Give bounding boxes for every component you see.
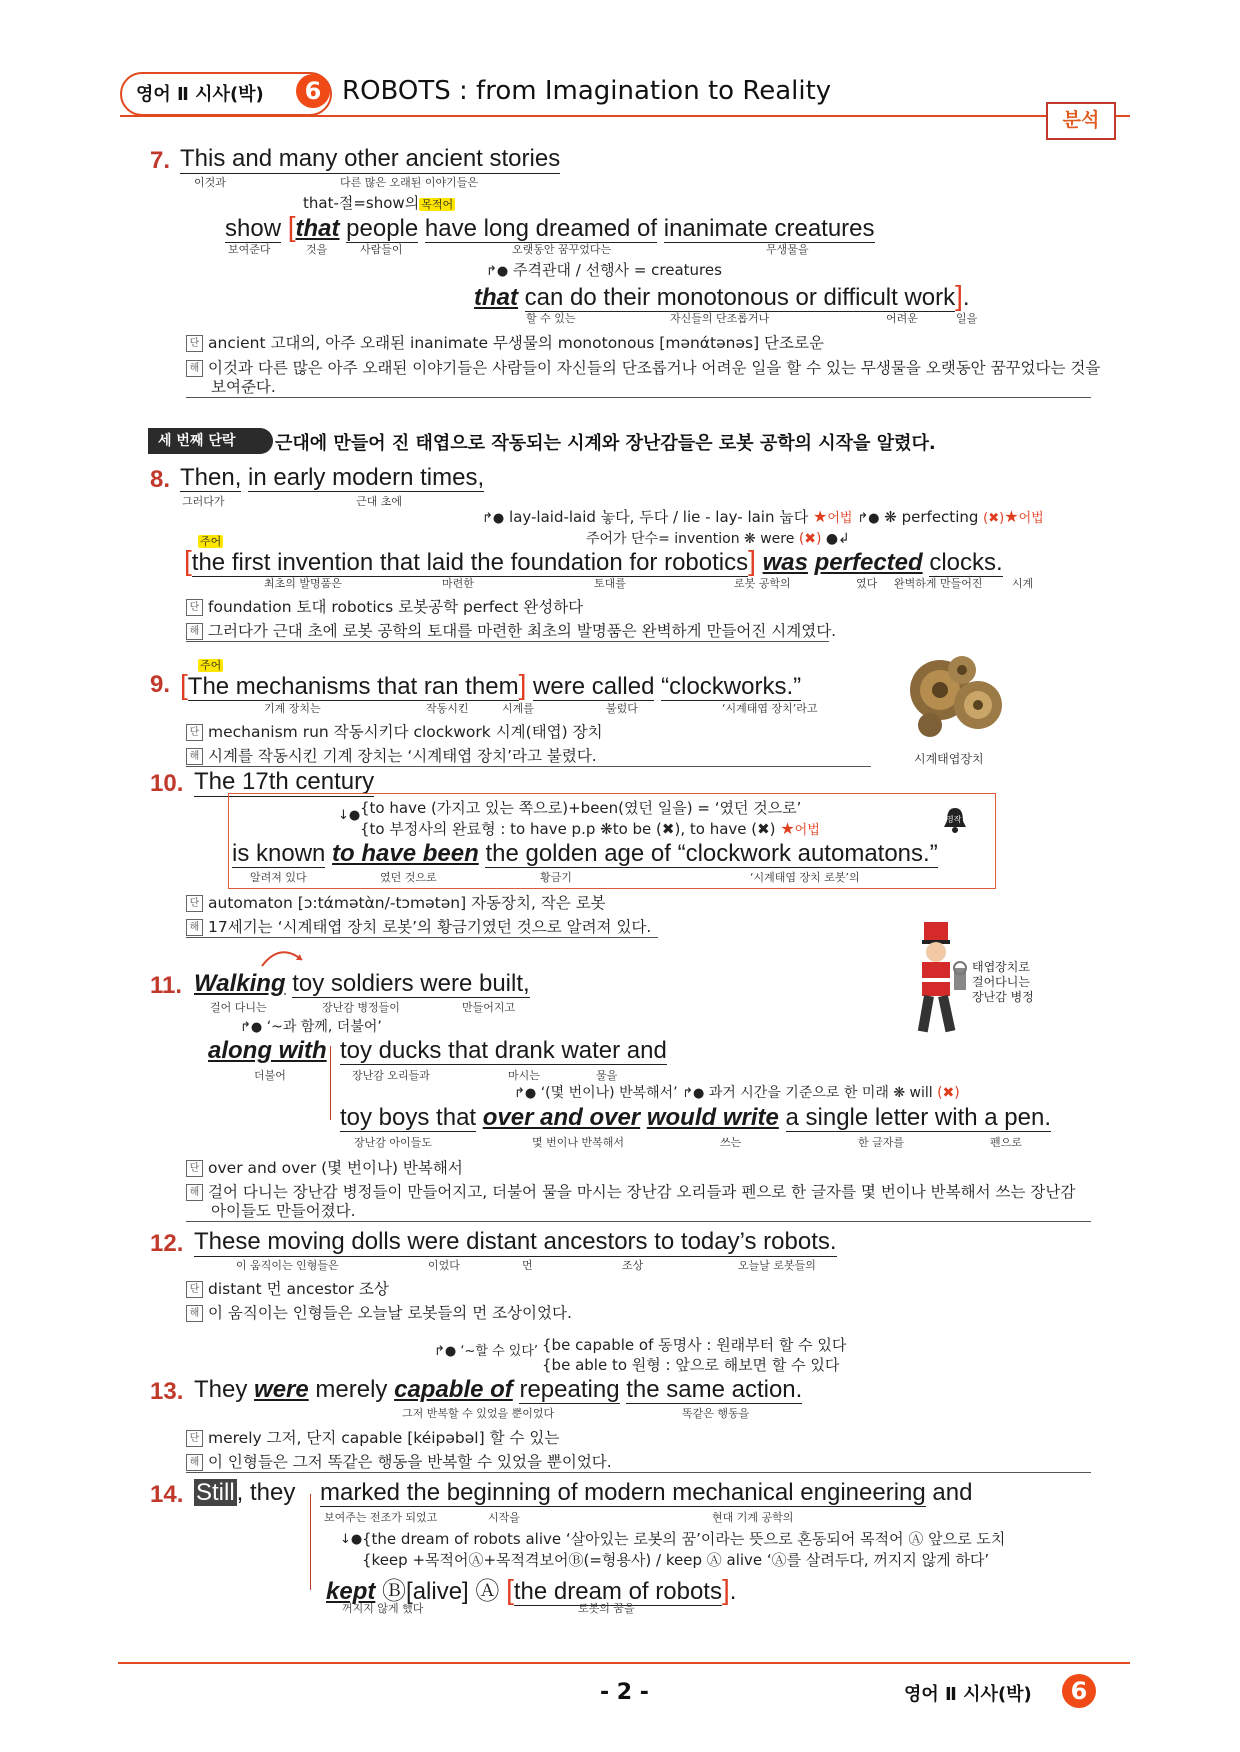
word: over and over bbox=[482, 1104, 641, 1131]
header-rule bbox=[120, 115, 1130, 117]
arrow-icon: ↓● bbox=[340, 1532, 363, 1547]
image-caption-line: 걸어다니는 bbox=[972, 975, 1030, 989]
gloss: 펜으로 bbox=[990, 1136, 1022, 1149]
translation-line bbox=[186, 744, 597, 766]
gloss: 이것과 bbox=[194, 176, 226, 189]
word: show bbox=[225, 215, 282, 242]
image-caption: 시계태엽장치 bbox=[914, 752, 984, 766]
gloss: 다른 많은 오래된 이야기들은 bbox=[340, 176, 479, 189]
arrow-icon: ↱● bbox=[240, 1020, 263, 1035]
gloss: 더불어 bbox=[254, 1069, 286, 1082]
bracket-close: ] bbox=[518, 669, 527, 700]
grammar-note bbox=[486, 259, 722, 280]
gloss: 불렀다 bbox=[606, 702, 638, 715]
word: along with bbox=[208, 1037, 327, 1064]
translation-text: 시계를 작동시킨 기계 장치는 ‘시계태엽 장치’라고 불렸다. bbox=[208, 747, 597, 765]
sentence-number: 11. bbox=[150, 972, 183, 999]
paragraph-summary: 근대에 만들어 진 태엽으로 작동되는 시계와 장난감들은 로봇 공학의 시작을 알렸다. bbox=[275, 433, 936, 454]
translation-line bbox=[186, 915, 651, 937]
sentence-number: 13. bbox=[150, 1378, 184, 1405]
translation-line bbox=[186, 356, 1100, 378]
word: and bbox=[932, 1479, 973, 1506]
vocab-text: distant 먼 ancestor 조상 bbox=[208, 1280, 389, 1298]
divider bbox=[186, 766, 871, 767]
vocab-mark: 단 bbox=[186, 895, 203, 912]
word: were bbox=[254, 1376, 309, 1403]
translation-text: 이 움직이는 인형들은 오늘날 로봇들의 먼 조상이었다. bbox=[208, 1304, 572, 1322]
word: Walking bbox=[194, 970, 286, 997]
arrow-icon: ↓● bbox=[338, 808, 361, 823]
gloss: 먼 bbox=[522, 1259, 533, 1272]
paragraph-label bbox=[148, 428, 273, 454]
vocab-mark: 단 bbox=[186, 724, 203, 741]
grammar-note bbox=[303, 192, 455, 213]
word: perfected bbox=[814, 549, 923, 576]
translation-mark: 해 bbox=[186, 623, 203, 640]
grammar-note-text: keep +목적어Ⓐ+목적격보어Ⓑ(=형용사) / keep Ⓐ alive ‘Ⓐ를 살려두다, 꺼지지 않게 하다’ bbox=[371, 1551, 990, 1569]
sentence-11-line2 bbox=[208, 1037, 327, 1065]
curved-arrow-icon bbox=[258, 946, 308, 972]
clockwork-gears-image bbox=[900, 650, 1010, 745]
translation-mark: 해 bbox=[186, 1454, 203, 1471]
vocab-line bbox=[186, 595, 583, 617]
header-badge-text: 영어 Ⅱ 시사(박) bbox=[136, 84, 264, 105]
bracket-close: ] bbox=[721, 1574, 730, 1605]
sentence-14-line2: kept Ⓑ[alive] Ⓐ [the dream of robots]. bbox=[326, 1574, 737, 1605]
divider bbox=[186, 937, 658, 938]
grammar-note: {be able to 원형 : 앞으로 해보면 할 수 있다 bbox=[542, 1356, 840, 1374]
word: the golden age of “clockwork automatons.” bbox=[485, 840, 938, 867]
divider bbox=[186, 641, 829, 642]
footer-number-circle bbox=[1062, 1674, 1096, 1708]
bell-label: 영작 bbox=[946, 815, 962, 824]
bracket-open: [ bbox=[287, 211, 296, 242]
gloss: 토대를 bbox=[594, 577, 626, 590]
translation-text: 아이들도 만들어졌다. bbox=[211, 1202, 356, 1220]
gloss: 어려운 bbox=[886, 312, 918, 325]
word: merely bbox=[315, 1376, 388, 1403]
wrong-mark: (✖) bbox=[798, 531, 822, 547]
gloss: 로봇의 꿈을 bbox=[578, 1602, 635, 1615]
sentence-number: 10. bbox=[150, 770, 184, 797]
grammar-note-text: ‘(몇 번이나) 반복해서’ bbox=[540, 1085, 678, 1101]
translation-text: 이 인형들은 그저 똑같은 행동을 반복할 수 있었을 뿐이었다. bbox=[208, 1453, 612, 1471]
grammar-note-text: lay-laid-laid 놓다, 두다 / lie - lay- lain 눕다 bbox=[509, 508, 809, 526]
word: the same action. bbox=[626, 1376, 803, 1403]
gloss: 보여준다 bbox=[228, 243, 271, 256]
grammar-note-text: 주어가 단수= invention ❋ were bbox=[586, 531, 795, 547]
word: the first invention that laid the foundation for robotics bbox=[191, 549, 749, 576]
divider bbox=[186, 1221, 1091, 1222]
word: Then, bbox=[180, 464, 242, 491]
gloss: 최초의 발명품은 bbox=[264, 577, 342, 590]
word: toy ducks that drank water and bbox=[340, 1037, 667, 1064]
grammar-note: {the dream of robots alive ‘살아있는 로봇의 꿈’이라는 뜻으로 혼동되어 목적어 Ⓐ 앞으로 도치 bbox=[362, 1530, 1006, 1548]
word: The mechanisms that ran them bbox=[187, 673, 519, 700]
sentence-number: 8. bbox=[150, 466, 171, 493]
sentence-8-line1 bbox=[180, 464, 484, 492]
gloss: 근대 초에 bbox=[356, 495, 403, 508]
arrow-icon: ↱● bbox=[514, 1086, 537, 1101]
word: clocks. bbox=[929, 549, 1003, 576]
translation-text: 보여준다. bbox=[211, 378, 276, 396]
wrong-mark: (✖) bbox=[983, 511, 1005, 526]
word: is known bbox=[232, 840, 326, 867]
grammar-note: {to have (가지고 있는 쪽으로)+been(였던 일을) = ‘였던 것으로’ bbox=[360, 799, 802, 817]
bracket-open: [ bbox=[506, 1574, 514, 1605]
star-icon: ★ bbox=[813, 507, 828, 526]
word: the dream of robots bbox=[513, 1578, 722, 1605]
toy-soldier-image bbox=[904, 920, 974, 1045]
word: in early modern times, bbox=[248, 464, 485, 491]
grammar-note-text: ❋ perfecting bbox=[884, 508, 979, 526]
page-title: ROBOTS : from Imagination to Reality bbox=[342, 76, 832, 106]
vocab-line bbox=[186, 331, 824, 353]
word: to have been bbox=[332, 840, 479, 867]
page-number: - 2 - bbox=[600, 1680, 649, 1705]
word: Ⓑ[alive] bbox=[382, 1578, 469, 1605]
gloss: 황금기 bbox=[540, 871, 572, 884]
sentence-8-line2 bbox=[184, 545, 1003, 577]
gloss: 일을 bbox=[956, 312, 978, 325]
bracket-line bbox=[330, 1046, 337, 1120]
word: Ⓐ bbox=[475, 1578, 500, 1605]
grammar-note: {to 부정사의 완료형 : to have p.p ❋to be (✖), to have (✖) ★어법 bbox=[360, 819, 820, 838]
gloss: 오랫동안 꿈꾸었다는 bbox=[512, 243, 612, 256]
grammar-note-text: ‘~과 함께, 더불어’ bbox=[266, 1019, 382, 1035]
word: repeating bbox=[519, 1376, 620, 1403]
translation-line bbox=[186, 1450, 612, 1472]
vocab-line bbox=[186, 891, 606, 913]
translation-mark: 해 bbox=[186, 748, 203, 765]
footer-rule bbox=[118, 1662, 1130, 1664]
translation-text: 17세기는 ‘시계태엽 장치 로봇’의 황금기였던 것으로 알려져 있다. bbox=[208, 918, 652, 936]
translation-line bbox=[186, 1301, 572, 1323]
vocab-mark: 단 bbox=[186, 335, 203, 352]
gloss: 오늘날 로봇들의 bbox=[738, 1259, 816, 1272]
emphasis-label: 어법 bbox=[794, 823, 820, 838]
divider bbox=[186, 1472, 1091, 1473]
arrow-icon: ↱● bbox=[857, 511, 880, 526]
grammar-note-text: that-절=show의 bbox=[303, 194, 420, 212]
gloss: 마시는 bbox=[508, 1069, 540, 1082]
highlight-label: 목적어 bbox=[421, 198, 454, 211]
grammar-note-text: to 부정사의 완료형 : to have p.p ❋to be (✖), to have (✖) bbox=[369, 820, 776, 838]
footer-number: 6 bbox=[1070, 1677, 1088, 1705]
gloss: 장난감 아이들도 bbox=[354, 1136, 432, 1149]
sentence-7-line1: This and many other ancient stories bbox=[180, 145, 561, 172]
sentence-7-line3: that can do their monotonous or difficult work]. bbox=[474, 280, 970, 311]
gloss: 시계를 bbox=[502, 702, 534, 715]
word: were called bbox=[533, 673, 655, 700]
sentence-10-line1: The 17th century bbox=[194, 768, 375, 795]
sentence-number: 14. bbox=[150, 1481, 184, 1508]
gloss: 꺼지지 않게 했다 bbox=[342, 1602, 424, 1615]
wrong-mark: (✖) bbox=[937, 1085, 960, 1101]
gloss: ‘시계태엽 장치’라고 bbox=[722, 702, 818, 715]
gloss: 작동시킨 bbox=[426, 702, 469, 715]
grammar-note-text: ‘~할 수 있다’ bbox=[460, 1344, 539, 1359]
word: Still bbox=[196, 1479, 235, 1506]
grammar-note-text: to have (가지고 있는 쪽으로)+been(였던 일을) = ‘였던 것으로’ bbox=[369, 799, 802, 817]
gloss: 완벽하게 만들어진 bbox=[894, 577, 983, 590]
image-caption-line: 장난감 병정 bbox=[972, 990, 1034, 1004]
vocab-text: mechanism run 작동시키다 clockwork 시계(태엽) 장치 bbox=[208, 723, 603, 741]
emphasis-label: 어법 bbox=[827, 511, 853, 526]
gloss: ‘시계태엽 장치 로봇’의 bbox=[750, 871, 860, 884]
vocab-text: over and over (몇 번이나) 반복해서 bbox=[208, 1159, 463, 1177]
gloss: 로봇 공학의 bbox=[734, 577, 791, 590]
translation-mark: 해 bbox=[186, 1184, 203, 1201]
grammar-note bbox=[482, 506, 1044, 527]
arrow-icon: ↱● bbox=[482, 511, 505, 526]
word: can do their monotonous or difficult work bbox=[524, 284, 956, 311]
sentence-7-line2 bbox=[225, 211, 875, 243]
word: capable of bbox=[394, 1376, 513, 1403]
word: would write bbox=[646, 1104, 779, 1131]
word: , they bbox=[236, 1479, 296, 1506]
word: kept bbox=[326, 1578, 376, 1605]
gloss: 쓰는 bbox=[720, 1136, 742, 1149]
gloss: 장난감 오리들과 bbox=[352, 1069, 430, 1082]
grammar-note: {keep +목적어Ⓐ+목적격보어Ⓑ(=형용사) / keep Ⓐ alive ‘Ⓐ를 살려두다, 꺼지지 않게 하다’ bbox=[362, 1551, 990, 1569]
gloss: 였다 bbox=[856, 577, 878, 590]
sentence-11-line2b bbox=[340, 1037, 667, 1065]
sentence-11-line1 bbox=[194, 970, 530, 998]
lesson-number-circle bbox=[296, 74, 330, 108]
grammar-note: 주어가 단수= invention ❋ were (✖) ●↲ bbox=[586, 531, 850, 547]
translation-text: 걸어 다니는 장난감 병정들이 만들어지고, 더불어 물을 마시는 장난감 오리들과 펜으로 한 글자를 몇 번이나 반복해서 쓰는 장난감 bbox=[208, 1183, 1076, 1201]
emphasis-label: 어법 bbox=[1018, 511, 1044, 526]
translation-text: 이것과 다른 많은 아주 오래된 이야기들은 사람들이 자신들의 단조롭거나 어려운 일을 할 수 있는 무생물을 오랫동안 꿈꾸었다는 것을 bbox=[208, 359, 1101, 377]
bracket-open: [ bbox=[184, 545, 192, 576]
highlight-text: 주어 bbox=[200, 535, 222, 548]
gloss: 마련한 bbox=[442, 577, 474, 590]
bracket-line bbox=[310, 1494, 317, 1590]
gloss: 그러다가 bbox=[182, 495, 225, 508]
arrow-icon: ↱● bbox=[486, 264, 509, 279]
sentence-9-line bbox=[180, 669, 801, 701]
lesson-number: 6 bbox=[304, 77, 322, 105]
highlight-text: 주어 bbox=[200, 659, 222, 672]
sentence-14-line1 bbox=[194, 1479, 295, 1507]
word: marked the beginning of modern mechanical engineering bbox=[320, 1479, 926, 1506]
word: toy boys that bbox=[340, 1104, 477, 1131]
vocab-line bbox=[186, 720, 603, 742]
image-caption-line: 태엽장치로 bbox=[972, 960, 1030, 974]
gloss: 장난감 병정들이 bbox=[322, 1001, 400, 1014]
sentence-12-line: These moving dolls were distant ancestors to today’s robots. bbox=[194, 1228, 837, 1255]
gloss: 조상 bbox=[622, 1259, 644, 1272]
sentence-11-line3 bbox=[340, 1104, 1051, 1132]
arrow-icon: ↱● bbox=[682, 1086, 705, 1101]
vocab-text: ancient 고대의, 아주 오래된 inanimate 무생물의 monotonous [mənάtənəs] 단조로운 bbox=[208, 334, 824, 352]
word: have long dreamed of bbox=[424, 215, 658, 242]
gloss: 시계 bbox=[1012, 577, 1034, 590]
gloss: 기계 장치는 bbox=[264, 702, 321, 715]
sentence-13-line bbox=[194, 1376, 802, 1404]
gloss: 그저 반복할 수 있었을 뿐이었다 bbox=[402, 1407, 555, 1420]
gloss: 할 수 있는 bbox=[526, 312, 576, 325]
vocab-mark: 단 bbox=[186, 1430, 203, 1447]
grammar-note-text: be able to 원형 : 앞으로 해보면 할 수 있다 bbox=[551, 1356, 840, 1374]
gloss: 물을 bbox=[596, 1069, 618, 1082]
sentence-number: 9. bbox=[150, 671, 171, 698]
vocab-text: automaton [ɔ:tάmətὰn/-tɔmətən] 자동장치, 작은 로봇 bbox=[208, 894, 606, 912]
analysis-tag bbox=[1046, 102, 1116, 140]
gloss: 이 움직이는 인형들은 bbox=[236, 1259, 339, 1272]
gloss: 알려져 있다 bbox=[250, 871, 307, 884]
gloss: 자신들의 단조롭거나 bbox=[670, 312, 770, 325]
gloss: 몇 번이나 반복해서 bbox=[532, 1136, 625, 1149]
sentence-number: 12. bbox=[150, 1230, 184, 1257]
vocab-mark: 단 bbox=[186, 599, 203, 616]
analysis-tag-label: 분석 bbox=[1062, 109, 1100, 131]
paragraph-label-text: 세 번째 단락 bbox=[158, 433, 236, 449]
word: a single letter with a pen. bbox=[785, 1104, 1051, 1131]
vocab-mark: 단 bbox=[186, 1160, 203, 1177]
sentence-14-line1b bbox=[320, 1479, 972, 1507]
vocab-line bbox=[186, 1426, 559, 1448]
gloss: 사람들이 bbox=[360, 243, 403, 256]
grammar-note bbox=[514, 1082, 960, 1102]
bracket-close: ] bbox=[748, 545, 756, 576]
grammar-note-text: 과거 시간을 기준으로 한 미래 ❋ will bbox=[708, 1085, 933, 1101]
translation-mark: 해 bbox=[186, 360, 203, 377]
grammar-note-text: be capable of 동명사 : 원래부터 할 수 있다 bbox=[551, 1336, 847, 1354]
grammar-note: {be capable of 동명사 : 원래부터 할 수 있다 bbox=[542, 1336, 847, 1354]
vocab-line bbox=[186, 1156, 463, 1178]
vocab-text: merely 그저, 단지 capable [kéipəbəl] 할 수 있는 bbox=[208, 1429, 560, 1447]
vocab-text: foundation 토대 robotics 로봇공학 perfect 완성하다 bbox=[208, 598, 584, 616]
word: inanimate creatures bbox=[663, 215, 875, 242]
word: that bbox=[474, 284, 518, 311]
translation-text: 그러다가 근대 초에 로봇 공학의 토대를 마련한 최초의 발명품은 완벽하게 만들어진 시계였다. bbox=[208, 622, 837, 640]
bell-icon bbox=[940, 805, 970, 835]
translation-mark: 해 bbox=[186, 1305, 203, 1322]
grammar-note bbox=[240, 1016, 382, 1036]
gloss: 이었다 bbox=[428, 1259, 460, 1272]
word: toy soldiers were built, bbox=[292, 970, 530, 997]
gloss: 걸어 다니는 bbox=[210, 1001, 267, 1014]
divider bbox=[186, 397, 1091, 398]
translation-line bbox=[186, 619, 836, 641]
bracket-open: [ bbox=[180, 669, 188, 700]
gloss: 무생물을 bbox=[766, 243, 809, 256]
gloss: 똑같은 행동을 bbox=[682, 1407, 750, 1420]
gloss: 시작을 bbox=[488, 1511, 520, 1524]
word: was bbox=[762, 549, 808, 576]
word: that bbox=[295, 215, 340, 242]
grammar-note-text: 주격관대 / 선행사 = creatures bbox=[513, 261, 722, 279]
vocab-mark: 단 bbox=[186, 1281, 203, 1298]
bracket-close: ] bbox=[955, 280, 963, 311]
sentence-number: 7. bbox=[150, 147, 171, 174]
star-icon: ★ bbox=[780, 819, 795, 838]
word: “clockworks.” bbox=[661, 673, 802, 700]
gloss: 만들어지고 bbox=[462, 1001, 516, 1014]
arrow-icon: ↱● bbox=[434, 1344, 457, 1359]
gloss: 것을 bbox=[306, 243, 328, 256]
footer-badge: 영어 Ⅱ 시사(박) bbox=[904, 1684, 1032, 1705]
vocab-line bbox=[186, 1277, 389, 1299]
star-icon: ★ bbox=[1004, 507, 1019, 526]
word: people bbox=[346, 215, 419, 242]
word: They bbox=[194, 1376, 248, 1403]
gloss: 였던 것으로 bbox=[380, 871, 437, 884]
image-caption bbox=[972, 960, 1034, 1005]
gloss: 현대 기계 공학의 bbox=[712, 1511, 794, 1524]
translation-mark: 해 bbox=[186, 919, 203, 936]
sentence-10-line2 bbox=[232, 840, 938, 868]
gloss: 보여주는 전조가 되었고 bbox=[324, 1511, 438, 1524]
gloss: 한 글자를 bbox=[858, 1136, 905, 1149]
grammar-note bbox=[434, 1340, 538, 1359]
grammar-note-text: the dream of robots alive ‘살아있는 로봇의 꿈’이라는 뜻으로 혼동되어 목적어 Ⓐ 앞으로 도치 bbox=[371, 1530, 1006, 1548]
